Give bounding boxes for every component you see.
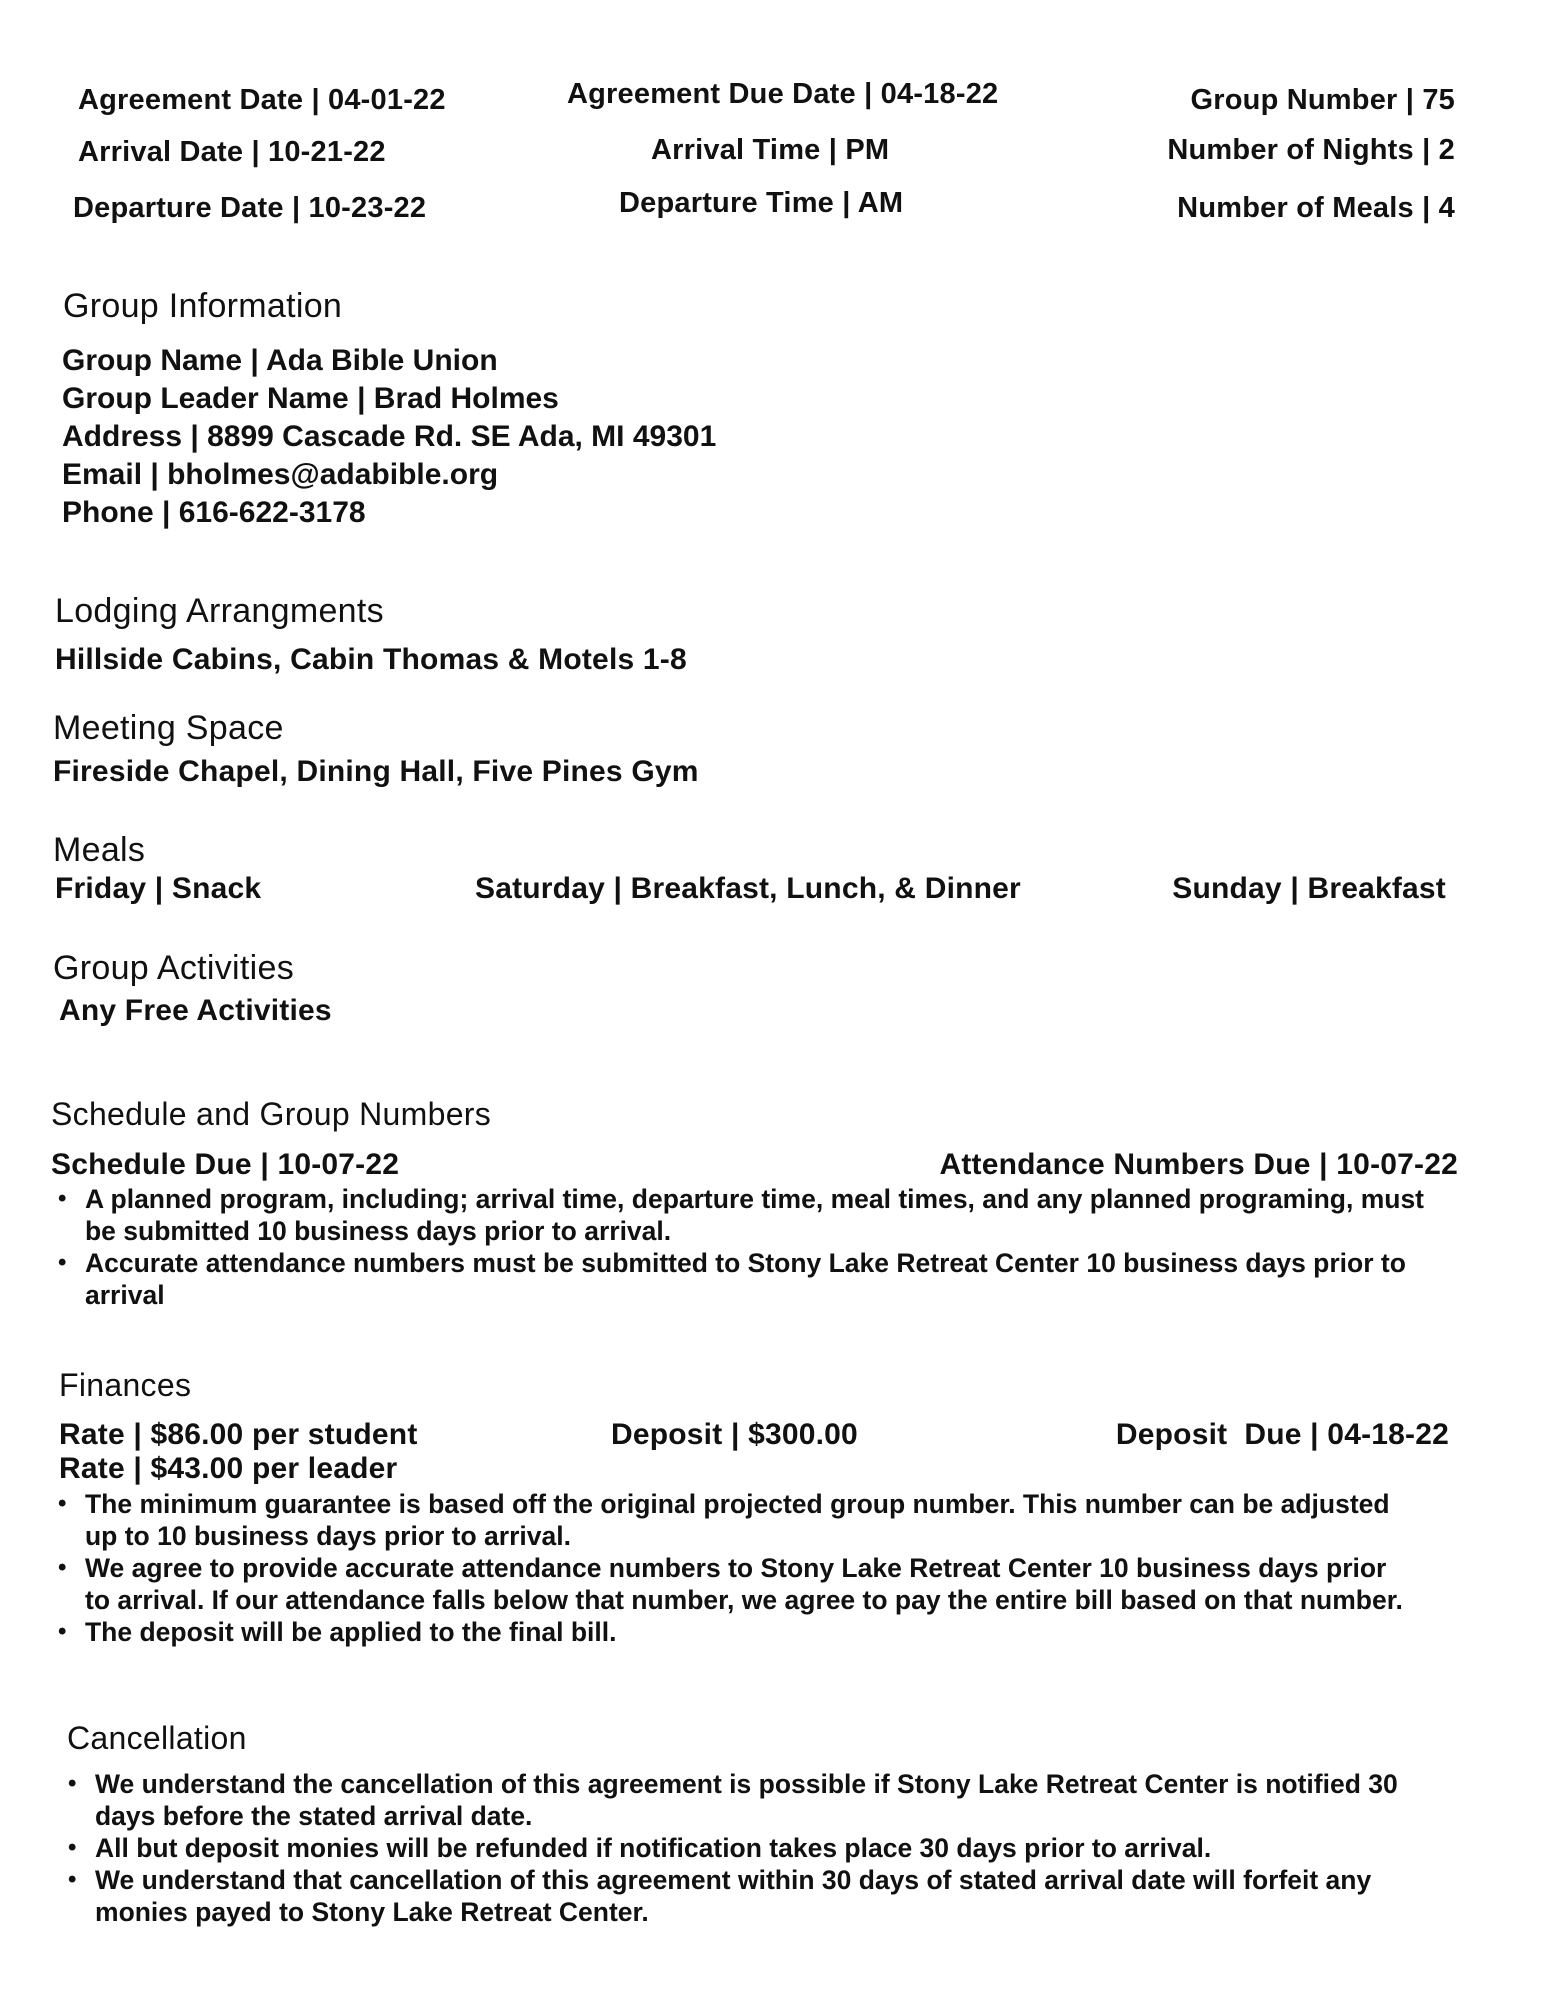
meals-title: Meals (53, 831, 146, 869)
meeting-title: Meeting Space (53, 709, 284, 747)
departure-time: Departure Time | AM (619, 187, 904, 219)
list-item: • All but deposit monies will be refunded if notification takes place 30 days prior to arrival. (62, 1832, 1462, 1864)
meals-friday: Friday | Snack (55, 872, 262, 905)
cancellation-bullets (62, 1768, 1462, 1928)
number-of-meals: Number of Meals | 4 (1177, 192, 1455, 224)
meals-saturday: Saturday | Breakfast, Lunch, & Dinner (475, 872, 1021, 905)
deposit-amount: Deposit | $300.00 (611, 1418, 858, 1451)
group-leader: Group Leader Name | Brad Holmes (62, 382, 559, 415)
deposit-due: Deposit Due | 04-18-22 (1115, 1418, 1449, 1451)
list-item: • Accurate attendance numbers must be submitted to Stony Lake Retreat Center 10 business days prior to arrival (52, 1247, 1452, 1311)
list-item: • We agree to provide accurate attendance numbers to Stony Lake Retreat Center 10 business days prior to arrival. If our attendance falls below that number, we agree to pay the entire bill based on that number. (52, 1552, 1412, 1616)
schedule-bullets (52, 1183, 1452, 1311)
meeting-value: Fireside Chapel, Dining Hall, Five Pines Gym (53, 755, 699, 788)
number-of-nights: Number of Nights | 2 (1167, 134, 1455, 166)
finances-bullets (52, 1488, 1412, 1648)
departure-date: Departure Date | 10-23-22 (73, 192, 427, 224)
rate-student: Rate | $86.00 per student (59, 1418, 418, 1451)
meals-sunday: Sunday | Breakfast (1172, 872, 1446, 905)
group-info-title: Group Information (63, 287, 343, 325)
arrival-date: Arrival Date | 10-21-22 (78, 136, 386, 168)
list-item: • We understand the cancellation of this agreement is possible if Stony Lake Retreat Center is notified 30 days before the stated arrival date. (62, 1768, 1462, 1832)
cancellation-title: Cancellation (67, 1720, 247, 1756)
schedule-title: Schedule and Group Numbers (51, 1096, 492, 1132)
list-item: • The minimum guarantee is based off the original projected group number. This number can be adjusted up to 10 business days prior to arrival. (52, 1488, 1412, 1552)
group-email: Email | bholmes@adabible.org (62, 458, 499, 491)
lodging-title: Lodging Arrangments (55, 592, 384, 630)
lodging-value: Hillside Cabins, Cabin Thomas & Motels 1-8 (55, 643, 687, 676)
list-item: • We understand that cancellation of this agreement within 30 days of stated arrival date will forfeit any monies payed to Stony Lake Retreat Center. (62, 1864, 1462, 1928)
rate-leader: Rate | $43.00 per leader (59, 1452, 398, 1485)
finances-title: Finances (59, 1367, 192, 1403)
attendance-due: Attendance Numbers Due | 10-07-22 (939, 1148, 1458, 1181)
activities-value: Any Free Activities (59, 994, 332, 1027)
group-number: Group Number | 75 (1190, 84, 1455, 116)
group-info-block (62, 342, 716, 532)
agreement-due-date: Agreement Due Date | 04-18-22 (567, 78, 999, 110)
agreement-date: Agreement Date | 04-01-22 (78, 84, 446, 116)
activities-title: Group Activities (53, 949, 295, 987)
group-name: Group Name | Ada Bible Union (62, 344, 498, 377)
arrival-time: Arrival Time | PM (651, 134, 890, 166)
group-address: Address | 8899 Cascade Rd. SE Ada, MI 49301 (62, 420, 717, 453)
list-item: • The deposit will be applied to the final bill. (52, 1616, 1412, 1648)
schedule-due: Schedule Due | 10-07-22 (51, 1148, 400, 1181)
list-item: • A planned program, including; arrival time, departure time, meal times, and any planned programing, must be submitted 10 business days prior to arrival. (52, 1183, 1452, 1247)
group-phone: Phone | 616-622-3178 (62, 496, 366, 529)
